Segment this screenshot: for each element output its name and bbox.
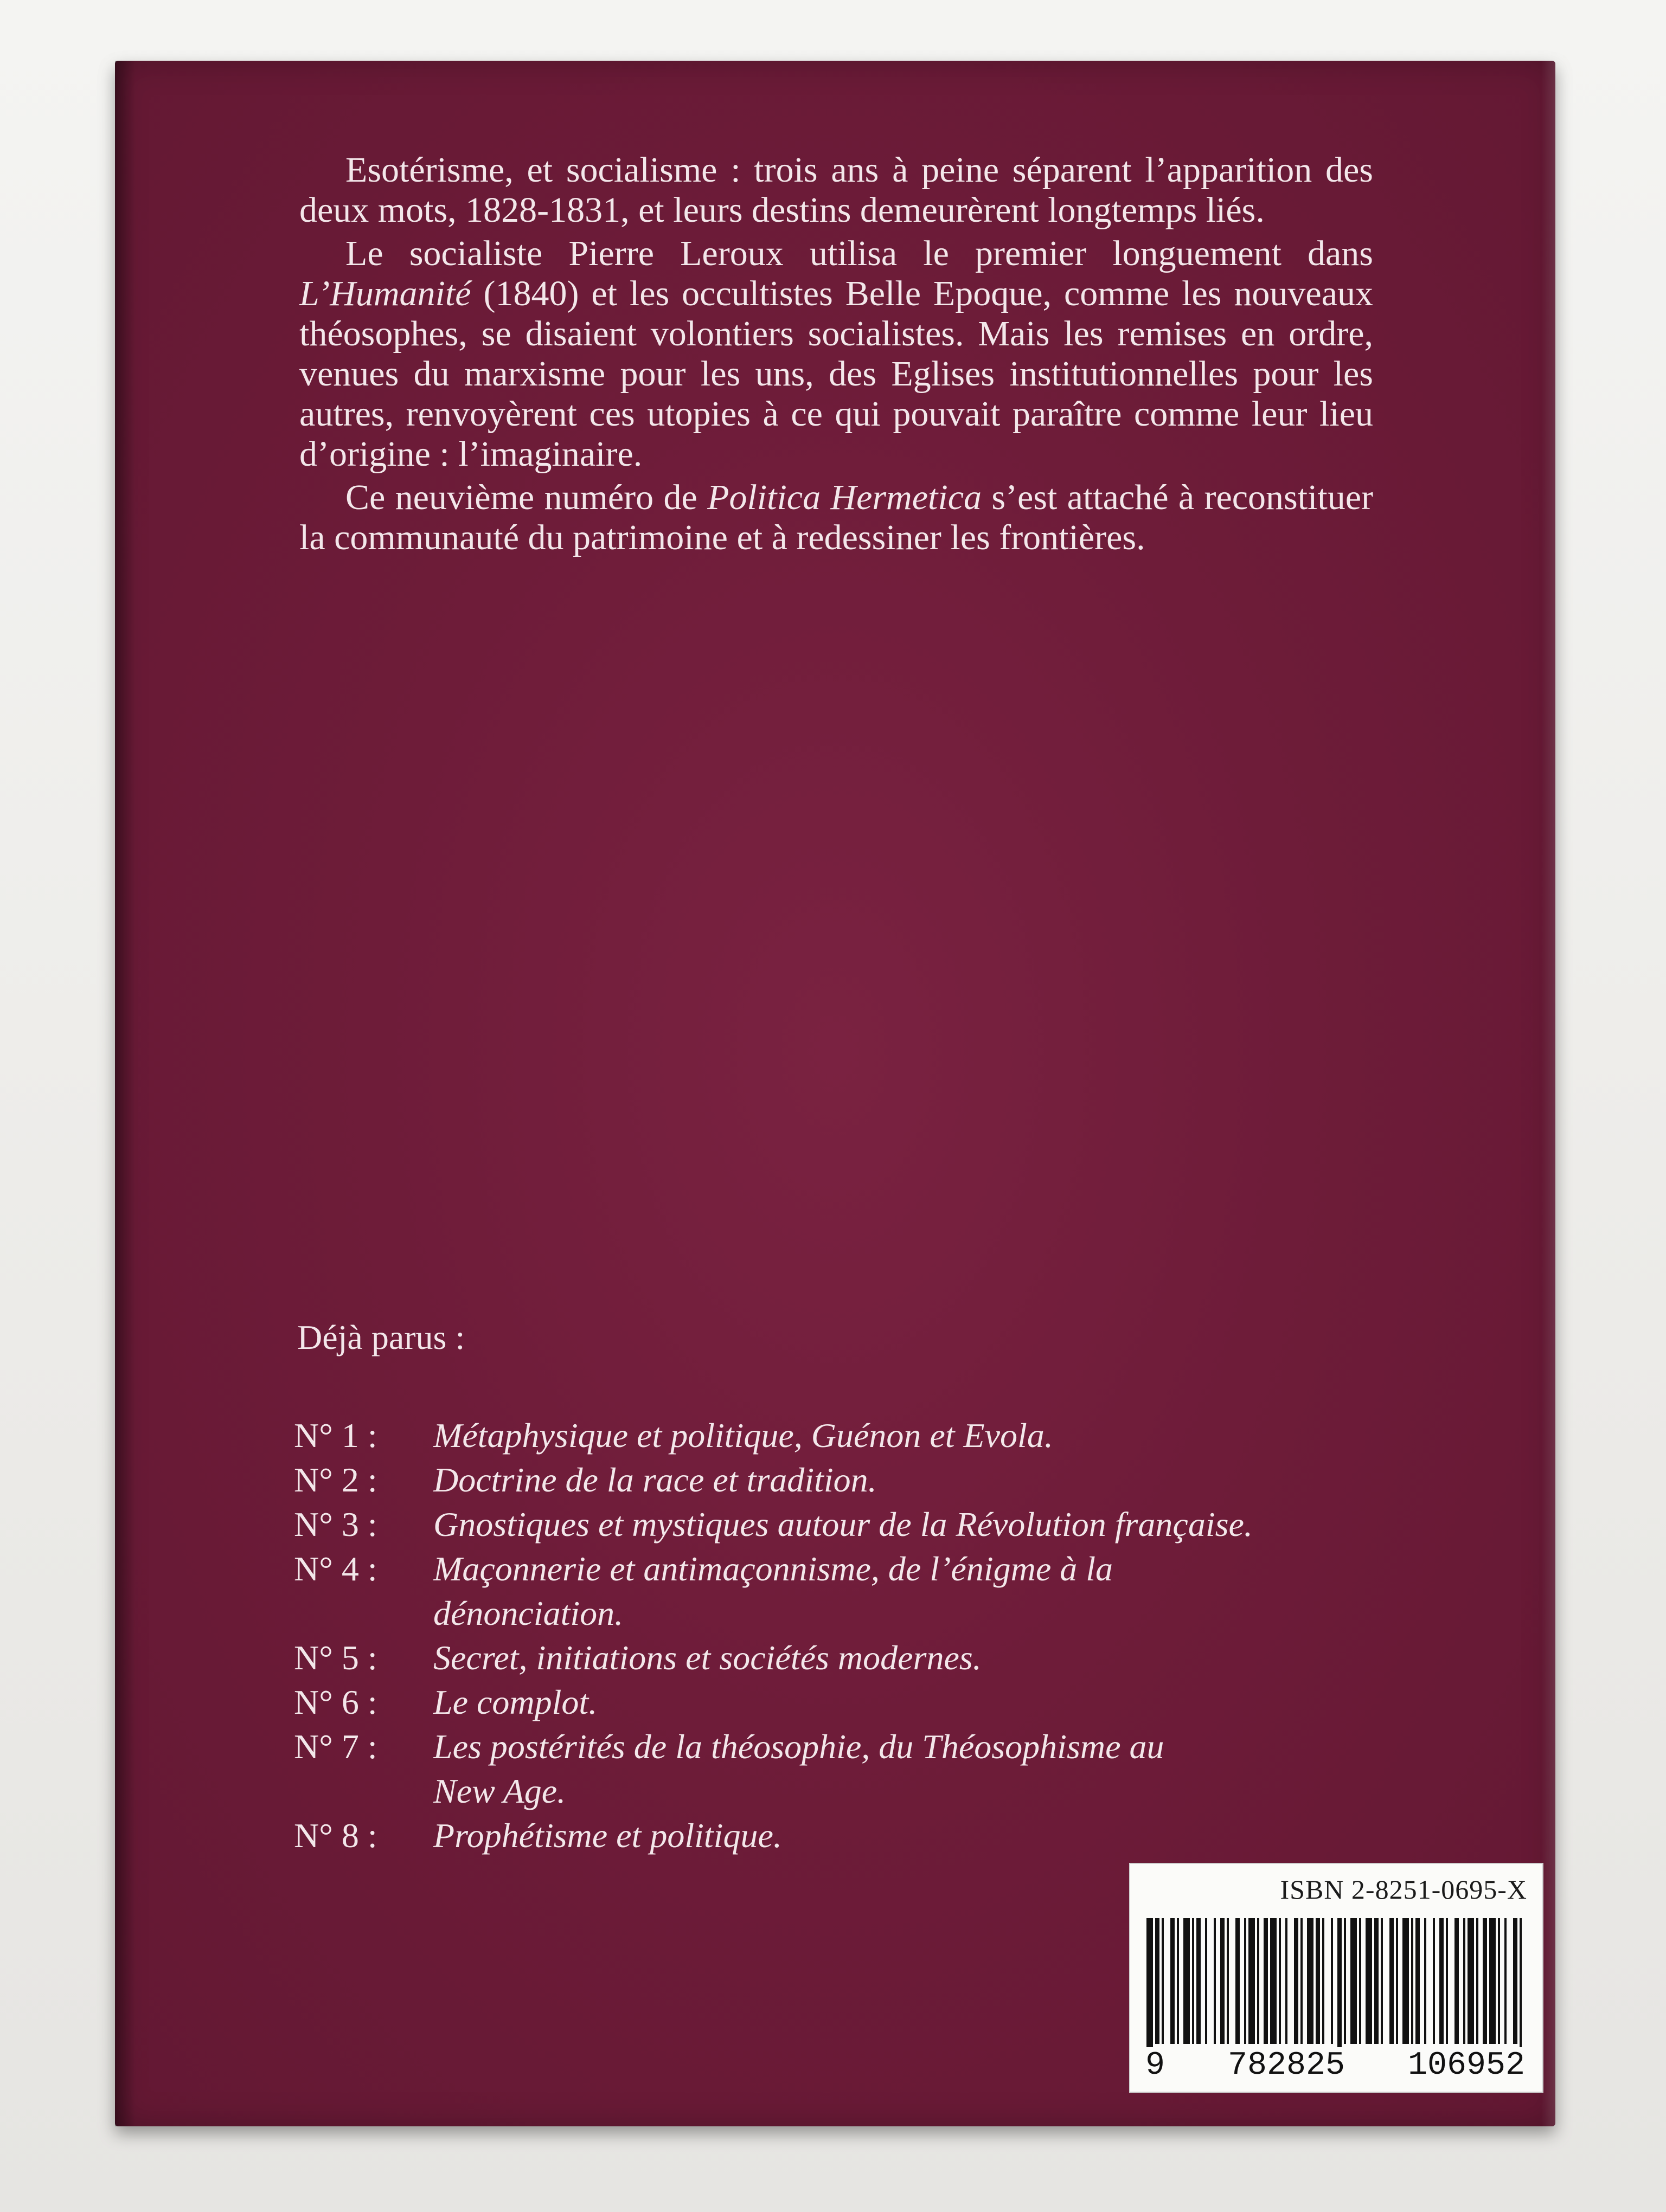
barcode-bar xyxy=(1389,1918,1394,2044)
barcode-bar xyxy=(1300,1918,1303,2044)
barcode-digit-group: 782825 xyxy=(1227,2047,1345,2084)
barcode-bar xyxy=(1331,1918,1333,2044)
barcode-bar xyxy=(1205,1918,1207,2044)
barcode-bar xyxy=(1257,1918,1259,2044)
barcode-bar xyxy=(1235,1918,1240,2044)
issue-title: Le complot. xyxy=(433,1683,598,1721)
issue-title: Prophétisme et politique. xyxy=(433,1816,782,1855)
barcode-bar xyxy=(1468,1918,1474,2044)
barcode-bar xyxy=(1374,1918,1379,2044)
issue-item xyxy=(294,1458,1541,1502)
barcode-bar xyxy=(1446,1918,1448,2044)
blurb-paragraph-2: Le socialiste Pierre Leroux utilisa le premier longuement dans L’Humanité (1840) et les occultistes Belle Epoque, comme les nouveaux théosophes, se disaient volontiers socialistes. Mais les remises en ordre, venues du marxisme pour les uns, des Eglises institutionnelles pour les autres, renvoyèrent ces utopies à ce qui pouvait paraître comme leur lieu d’origine : l’imaginaire. xyxy=(299,234,1373,474)
issue-title: Maçonnerie et antimaçonnisme, de l’énigme à la dénonciation. xyxy=(433,1549,1113,1632)
issue-item xyxy=(294,1725,1541,1814)
barcode-bar xyxy=(1476,1918,1478,2044)
barcode-bar xyxy=(1489,1918,1496,2044)
barcode-bar xyxy=(1244,1918,1246,2044)
issue-number: N° 6 : xyxy=(294,1683,377,1721)
barcode-bar xyxy=(1264,1918,1268,2044)
isbn-number: ISBN 2-8251-0695-X xyxy=(1280,1874,1527,1905)
barcode-bar xyxy=(1396,1918,1398,2044)
issue-number: N° 4 : xyxy=(294,1549,377,1588)
barcode-bar xyxy=(1146,1918,1153,2054)
issue-number: N° 8 : xyxy=(294,1816,377,1855)
barcode-bar xyxy=(1155,1918,1159,2044)
issue-item xyxy=(294,1680,1541,1725)
barcode-bar xyxy=(1513,1918,1517,2044)
barcode-bar xyxy=(1170,1918,1175,2044)
barcode-bar xyxy=(1227,1918,1229,2044)
book-back-cover xyxy=(115,61,1555,2126)
barcode-bar xyxy=(1424,1918,1426,2044)
barcode-digit-group: 9 xyxy=(1145,2047,1165,2084)
barcode-bar xyxy=(1463,1918,1465,2044)
issue-title: Doctrine de la race et tradition. xyxy=(433,1461,877,1499)
barcode-icon xyxy=(1146,1918,1526,2054)
barcode-bar xyxy=(1350,1918,1357,2044)
barcode-bar xyxy=(1402,1918,1409,2044)
page-edge xyxy=(1541,61,1555,2126)
barcode-bar xyxy=(1196,1918,1201,2044)
barcode-bar xyxy=(1307,1918,1313,2044)
isbn-barcode-label xyxy=(1129,1863,1543,2093)
issue-title: Gnostiques et mystiques autour de la Révolution française. xyxy=(433,1505,1253,1544)
barcode-bar xyxy=(1192,1918,1194,2044)
issue-item xyxy=(294,1547,1541,1636)
barcode-bar xyxy=(1483,1918,1487,2044)
barcode-bar xyxy=(1248,1918,1255,2044)
issue-number: N° 5 : xyxy=(294,1638,377,1677)
barcode-bar xyxy=(1220,1918,1225,2044)
barcode-bar xyxy=(1504,1918,1507,2044)
already-published-heading: Déjà parus : xyxy=(297,1318,465,1356)
issue-number: N° 3 : xyxy=(294,1505,377,1544)
issue-item xyxy=(294,1636,1541,1680)
barcode-bar xyxy=(1337,1918,1342,2054)
issue-item xyxy=(294,1413,1541,1458)
barcode-bar xyxy=(1359,1918,1361,2044)
blurb xyxy=(299,150,1373,561)
barcode-bar xyxy=(1381,1918,1383,2044)
issue-title: Secret, initiations et sociétés modernes. xyxy=(433,1638,982,1677)
issue-number: N° 7 : xyxy=(294,1727,377,1766)
issue-number: N° 1 : xyxy=(294,1416,377,1455)
barcode-bar xyxy=(1279,1918,1281,2044)
barcode-digit-group: 106952 xyxy=(1407,2047,1525,2084)
barcode-bar xyxy=(1322,1918,1324,2044)
barcode-bar xyxy=(1415,1918,1420,2044)
barcode-bar xyxy=(1520,1918,1522,2054)
issue-title: Métaphysique et politique, Guénon et Evola. xyxy=(433,1416,1053,1455)
barcode-bar xyxy=(1270,1918,1277,2044)
barcode-bar xyxy=(1344,1918,1346,2044)
issue-title: Les postérités de la théosophie, du Théosophisme au New Age. xyxy=(433,1727,1164,1810)
blurb-paragraph-3: Ce neuvième numéro de Politica Hermetica s’est attaché à reconstituer la communauté du patrimoine et à redessiner les frontières. xyxy=(299,478,1374,557)
issue-item xyxy=(294,1502,1541,1547)
barcode-bar xyxy=(1183,1918,1190,2044)
barcode-bar xyxy=(1214,1918,1216,2044)
issue-item xyxy=(294,1814,1541,1858)
issue-list xyxy=(294,1413,1541,1858)
barcode-bar xyxy=(1294,1918,1298,2044)
barcode-bar xyxy=(1498,1918,1500,2044)
barcode-digits xyxy=(1145,2047,1525,2084)
barcode-bar xyxy=(1433,1918,1435,2044)
barcode-bar xyxy=(1316,1918,1320,2044)
issue-number: N° 2 : xyxy=(294,1461,377,1499)
barcode-bar xyxy=(1177,1918,1179,2044)
blurb-paragraph-1: Esotérisme, et socialisme : trois ans à peine séparent l’apparition des deux mots, 1828-1831, et leurs destins demeurèrent longtemps liés. xyxy=(299,150,1373,230)
barcode-bar xyxy=(1439,1918,1444,2044)
barcode-bar xyxy=(1366,1918,1372,2044)
barcode-bar xyxy=(1285,1918,1287,2044)
spine-shadow xyxy=(115,61,136,2126)
barcode-bar xyxy=(1411,1918,1413,2044)
barcode-bar xyxy=(1454,1918,1459,2044)
barcode-bar xyxy=(1162,1918,1164,2044)
